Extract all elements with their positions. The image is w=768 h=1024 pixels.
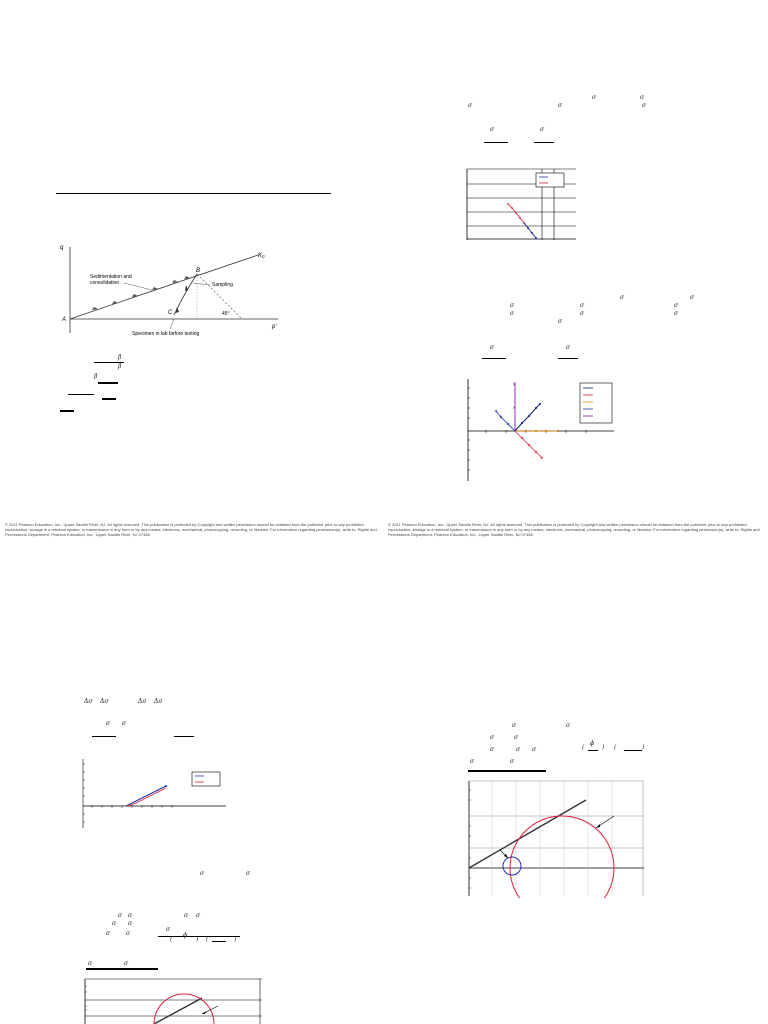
copyright-left: © 2011 Pearson Education, Inc., Upper Saddle River, NJ. All rights reserved. This publication is protected by Copyright and written permission should be obtained from the publisher prior to any prohibited reproduction, storage in a retrieval system, or transmission in any form or by any means, electronic, mechanical, photocopying, recording, or likewise. For information regarding permission(s), write to: Rights and Permissions Department, Pearson Education, Inc., Upper Saddle River, NJ 07458. [5,522,377,537]
equation-block-bottom-left-1: Δσ Δσ Δσ Δσ σ σ [82,696,212,744]
section-divider-line [56,193,331,194]
stress-path-diagram [60,243,285,343]
q-axis-label: q [60,245,64,251]
point-c-label: C [168,310,173,316]
svg-text:x: x [513,405,516,411]
point-b-label: B [196,268,201,274]
specimen-label: Specimen in lab before testing [132,331,200,337]
chart-4 [468,780,644,898]
equation-block-bottom-right: σ σ σ σ σ σ σ ( ϕ ) ( ) σ σ [470,722,660,774]
equation-block-bottom-left-2: σ σ σ σ σ σ σ σ σ σ σ ( ϕ ) ( ) σ σ [86,868,266,972]
chart-5 [84,978,262,1024]
consolidation-label: consolidation [90,280,120,286]
equation-block-left: β β β [58,352,148,414]
dashed-45-line [197,274,242,319]
chart-2-blue-series [496,411,515,431]
chart-2-legend [580,383,612,423]
equation-block-right-2: σ σ σ σ σ σ σ σ σ σ σ [466,292,706,362]
chart-5-envelope-line [154,998,202,1024]
chart-2-red-series [515,431,542,458]
chart-3-legend [192,772,220,786]
sampling-label: Sampling [212,282,233,288]
k0-label: K₀ [258,253,265,259]
chart-3-red-series [128,788,166,806]
point-a-label: A [62,317,67,323]
chart-1 [466,168,576,240]
chart-2 [466,378,616,483]
chart-3 [82,758,227,830]
equation-block-right-1: σ σ σ σ σ σ σ [466,92,666,152]
copyright-right: © 2011 Pearson Education, Inc., Upper Saddle River, NJ. All rights reserved. This publication is protected by Copyright and written permission should be obtained from the publisher prior to any prohibited reproduction, storage in a retrieval system, or transmission in any form or by any means, electronic, mechanical, photocopying, recording, or likewise. For information regarding permission(s), write to: Rights and Permissions Department, Pearson Education, Inc., Upper Saddle River, NJ 07458. [388,522,760,537]
chart-4-envelope-line [469,800,586,868]
p-axis-label: p' [272,324,277,330]
chart-1-legend [536,173,564,187]
svg-text:x: x [513,382,516,388]
chart-3-blue-series [126,786,166,806]
chart-4-blue-mohr-circle [503,857,521,875]
angle-label: 45° [222,311,230,317]
chart-4-red-mohr-circle [510,816,614,898]
sedimentation-label: Sedimentation and [90,274,132,280]
